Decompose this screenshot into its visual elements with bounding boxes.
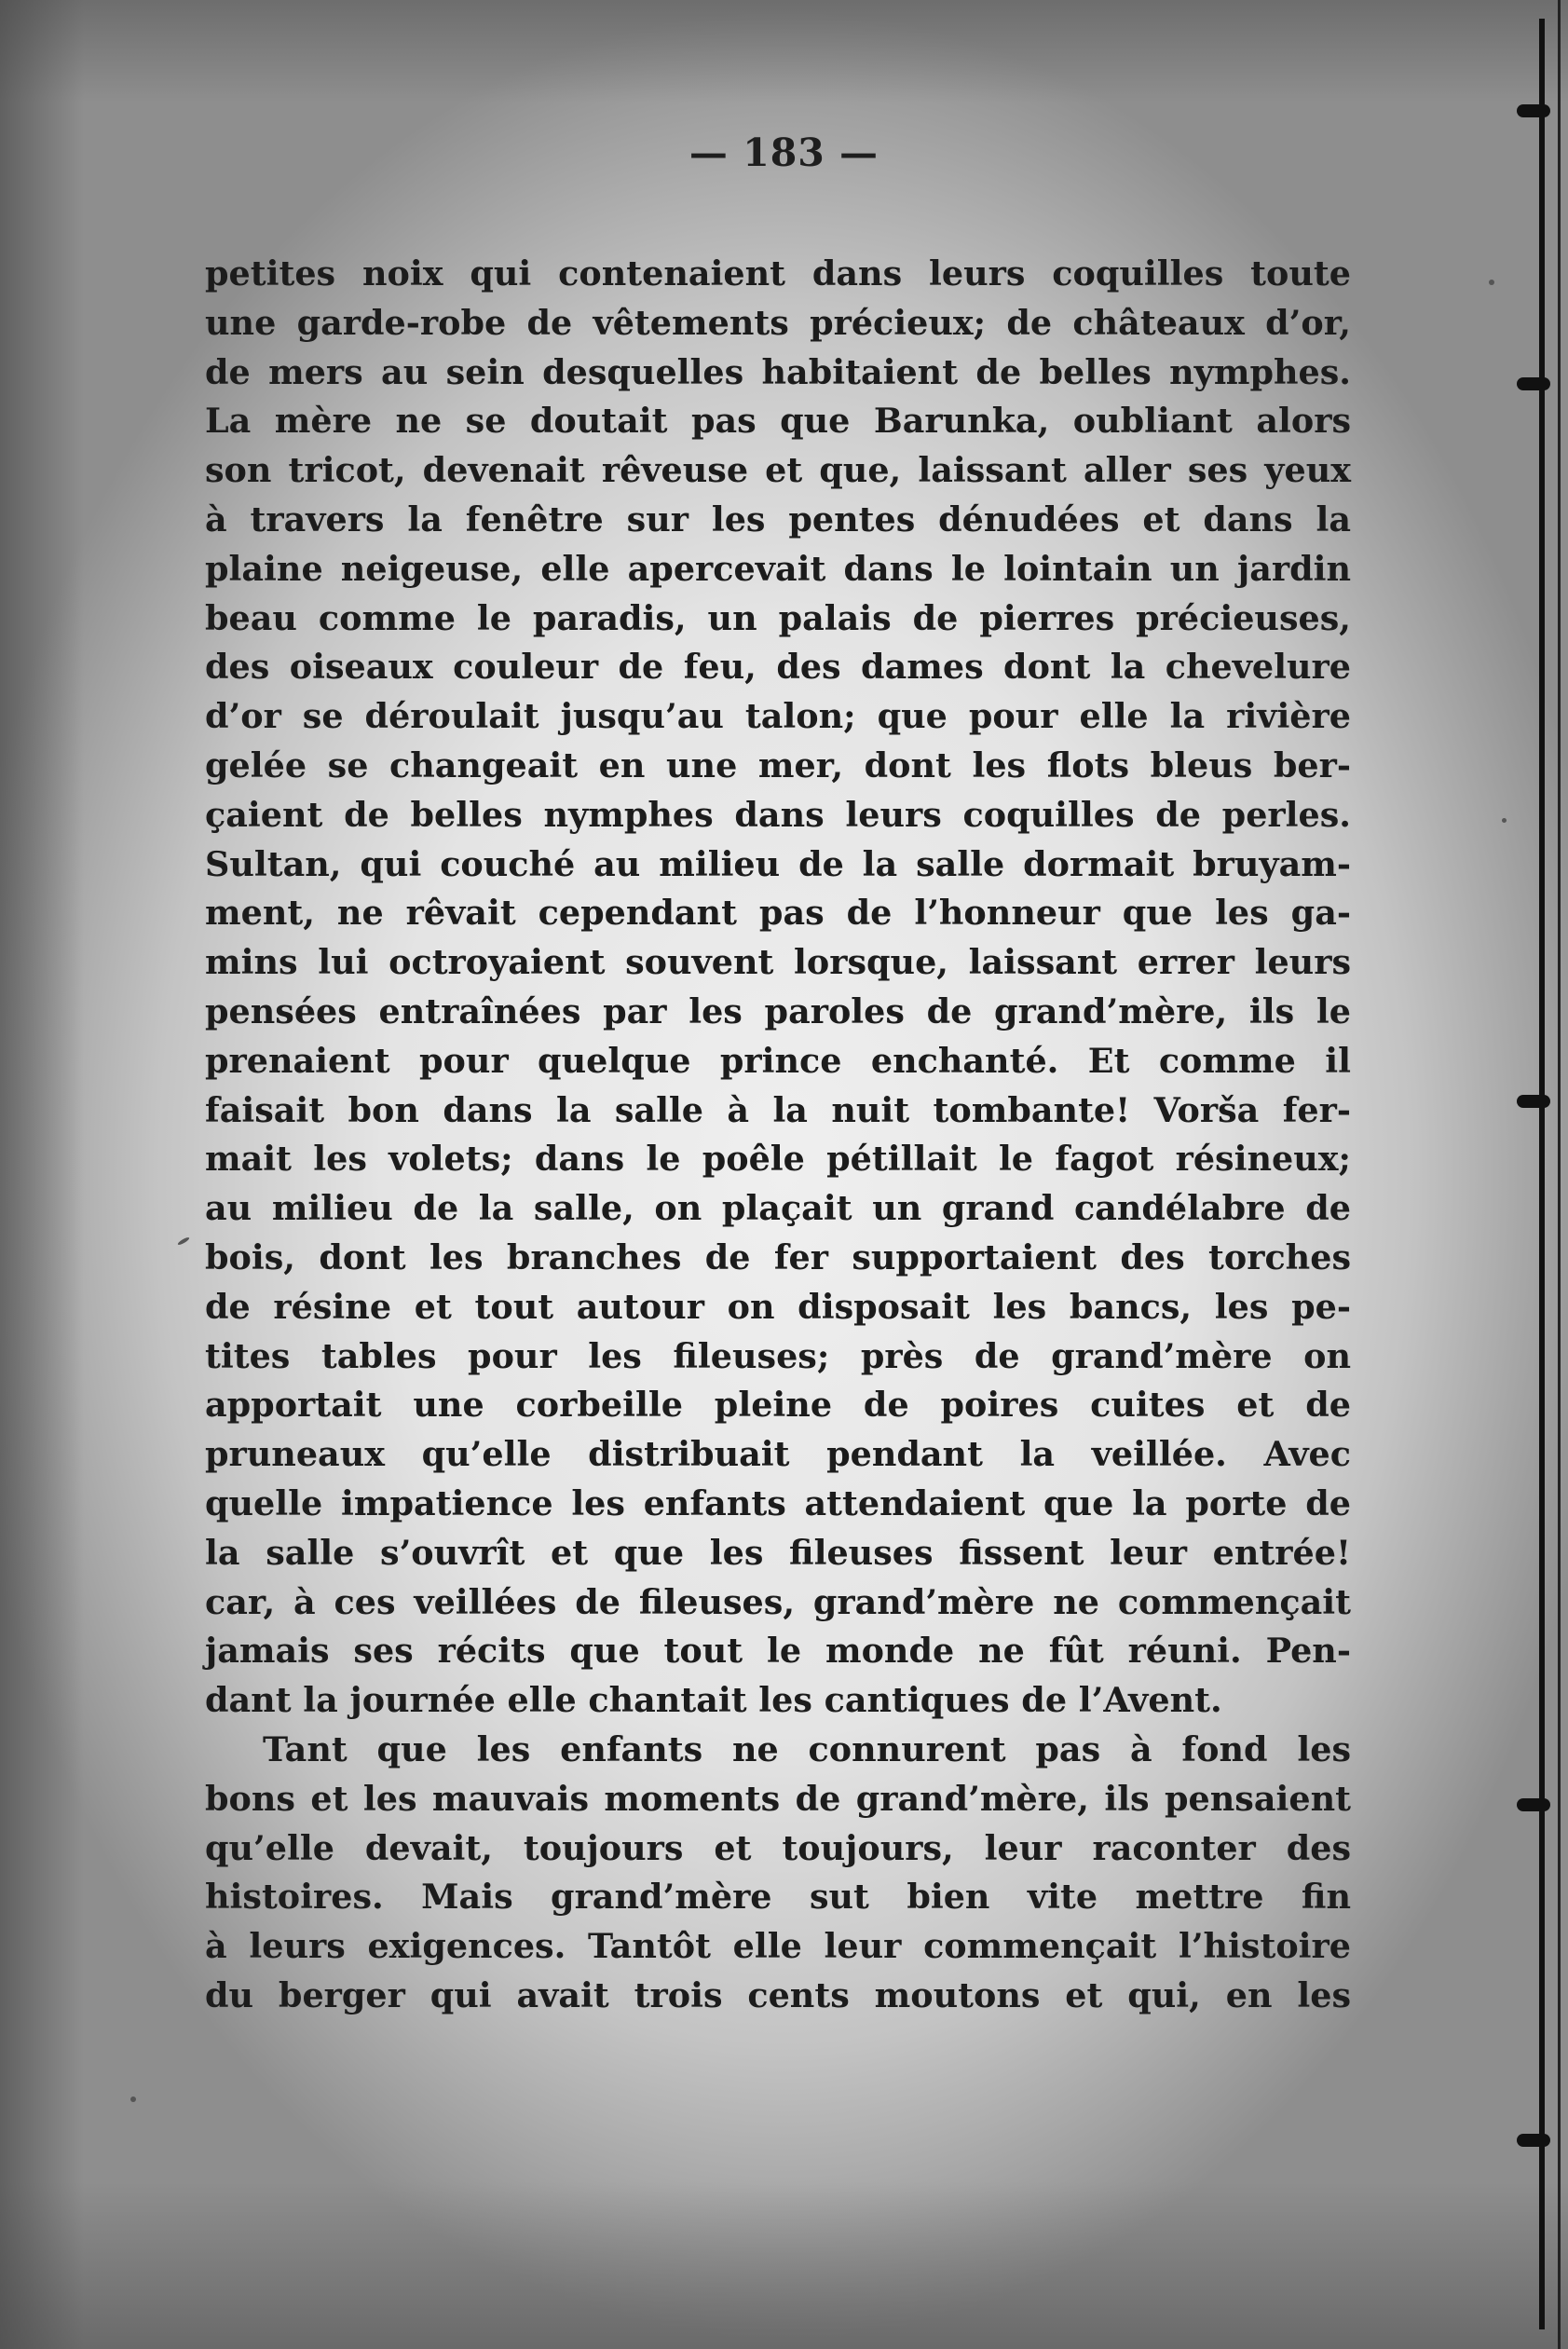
body-text [205, 250, 1351, 2021]
text-line: apportait une corbeille pleine de poires cuites et de [205, 1385, 1351, 1426]
text-line: à leurs exigences. Tantôt elle leur commençait l’histoire [205, 1926, 1351, 1967]
text-line: plaine neigeuse, elle apercevait dans le lointain un jardin [205, 548, 1351, 589]
text-line: beau comme le paradis, un palais de pierres précieuses, [205, 597, 1351, 638]
speck [1502, 818, 1507, 823]
text-line: une garde-robe de vêtements précieux; de châteaux d’or, [205, 302, 1351, 343]
text-line: faisait bon dans la salle à la nuit tombante! Vorša fer- [205, 1089, 1351, 1130]
page-shadow-top [0, 0, 1568, 102]
text-line: bois, dont les branches de fer supportaient des torches [205, 1236, 1351, 1277]
text-line: Sultan, qui couché au milieu de la salle dormait bruyam- [205, 843, 1351, 884]
binding-tick [1517, 2134, 1550, 2147]
page-shadow-left [0, 0, 84, 2349]
text-line: jamais ses récits que tout le monde ne fût réuni. Pen- [205, 1631, 1351, 1672]
page-number: — 183 — [689, 130, 879, 175]
text-line: dant la journée elle chantait les cantiques de l’Avent. [205, 1680, 1222, 1721]
speck [130, 2096, 136, 2102]
text-line: tites tables pour les fileuses; près de grand’mère on [205, 1335, 1351, 1376]
text-line: quelle impatience les enfants attendaient que la porte de [205, 1482, 1351, 1523]
binding-tick [1517, 104, 1550, 117]
text-line: du berger qui avait trois cents moutons et qui, en les [205, 1974, 1351, 2015]
text-line: prenaient pour quelque prince enchanté. Et comme il [205, 1040, 1351, 1081]
binding-edge-thin-line [1558, 0, 1561, 2349]
binding-tick [1517, 1095, 1550, 1108]
text-line: car, à ces veillées de fileuses, grand’mère ne commençait [205, 1581, 1351, 1622]
text-line: au milieu de la salle, on plaçait un grand candélabre de [205, 1188, 1351, 1229]
page-shadow-bottom [0, 2181, 1568, 2349]
text-line: qu’elle devait, toujours et toujours, leur raconter des [205, 1827, 1351, 1868]
text-line: de mers au sein desquelles habitaient de belles nymphes. [205, 351, 1351, 392]
text-line: la salle s’ouvrît et que les fileuses fissent leur entrée! [205, 1532, 1351, 1573]
text-line: histoires. Mais grand’mère sut bien vite mettre fin [205, 1877, 1351, 1918]
text-line: des oiseaux couleur de feu, des dames dont la chevelure [205, 647, 1351, 688]
text-line: çaient de belles nymphes dans leurs coquilles de perles. [205, 794, 1351, 835]
text-line: mait les volets; dans le poêle pétillait le fagot résineux; [205, 1139, 1351, 1180]
text-line: à travers la fenêtre sur les pentes dénudées et dans la [205, 498, 1351, 539]
text-line: pensées entraînées par les paroles de grand’mère, ils le [205, 990, 1351, 1031]
text-line: mins lui octroyaient souvent lorsque, laissant errer leurs [205, 942, 1351, 983]
text-line: bons et les mauvais moments de grand’mère, ils pensaient [205, 1778, 1351, 1819]
text-line: ment, ne rêvait cependant pas de l’honneur que les ga- [205, 893, 1351, 934]
text-line: pruneaux qu’elle distribuait pendant la veillée. Avec [205, 1434, 1351, 1475]
binding-tick [1517, 1798, 1550, 1811]
text-line: La mère ne se doutait pas que Barunka, oubliant alors [205, 401, 1351, 442]
binding-tick [1517, 377, 1550, 390]
text-line: de résine et tout autour on disposait les bancs, les pe- [205, 1286, 1351, 1327]
margin-mark [177, 1236, 190, 1246]
binding-edge-line [1539, 19, 1545, 2329]
text-line: gelée se changeait en une mer, dont les flots bleus ber- [205, 744, 1351, 785]
speck [1489, 280, 1494, 285]
text-line: d’or se déroulait jusqu’au talon; que pour elle la rivière [205, 696, 1351, 737]
text-line: son tricot, devenait rêveuse et que, laissant aller ses yeux [205, 450, 1351, 491]
text-line: Tant que les enfants ne connurent pas à fond les [263, 1728, 1351, 1769]
text-line: petites noix qui contenaient dans leurs coquilles toute [205, 253, 1351, 294]
